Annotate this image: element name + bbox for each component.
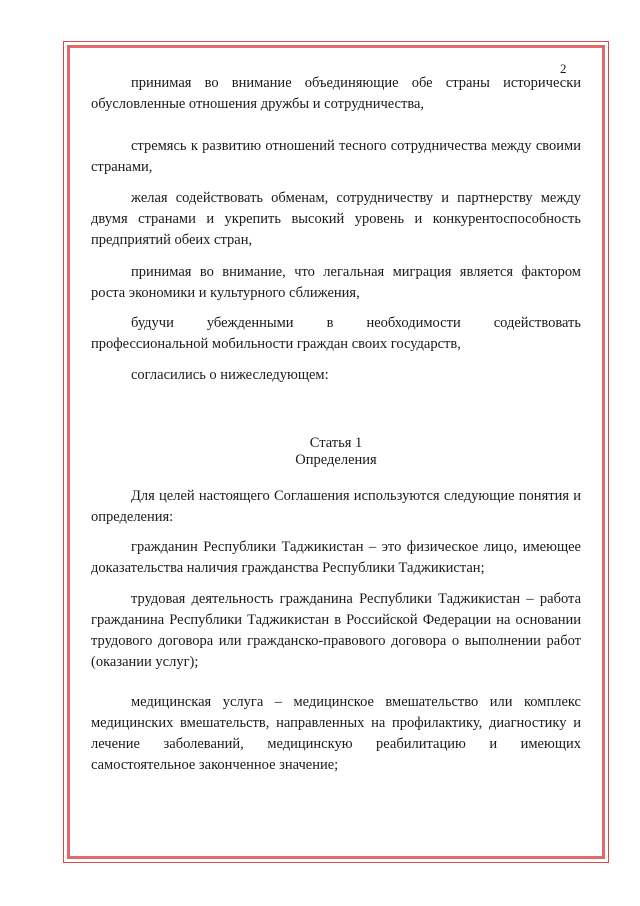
paragraph: согласились о нижеследующем:	[131, 367, 329, 383]
paragraph: Для целей настоящего Соглашения используются следующие понятия и определения:	[91, 488, 581, 525]
paragraph: желая содействовать обменам, сотрудничеству и партнерству между двумя странами и укрепить высокий уровень и конкурентоспособность предприятий обеих стран,	[91, 190, 581, 248]
article-title: Определения	[295, 452, 377, 468]
paragraph: гражданин Республики Таджикистан – это физическое лицо, имеющее доказательства наличия гражданства Республики Таджикистан;	[91, 539, 581, 576]
paragraph: будучи убежденными в необходимости содействовать профессиональной мобильности граждан своих государств,	[91, 315, 581, 352]
paragraph: стремясь к развитию отношений тесного сотрудничества между своими странами,	[91, 138, 581, 175]
paragraph: трудовая деятельность гражданина Республики Таджикистан – работа гражданина Республики Таджикистан в Российской Федерации на основании трудового договора или гражданско-правового договора о выполнении работ (оказании услуг);	[91, 591, 581, 670]
page-number: 2	[560, 61, 567, 76]
paragraph: принимая во внимание, что легальная миграция является фактором роста экономики и культурного сближения,	[91, 264, 581, 301]
paragraph: медицинская услуга – медицинское вмешательство или комплекс медицинских вмешательств, направленных на профилактику, диагностику и лечение заболеваний, медицинскую реабилитацию и имеющих самостоятельное законченное значение;	[91, 694, 581, 773]
paragraph: принимая во внимание объединяющие обе страны исторически обусловленные отношения дружбы и сотрудничества,	[91, 75, 581, 112]
article-number: Статья 1	[309, 435, 363, 451]
